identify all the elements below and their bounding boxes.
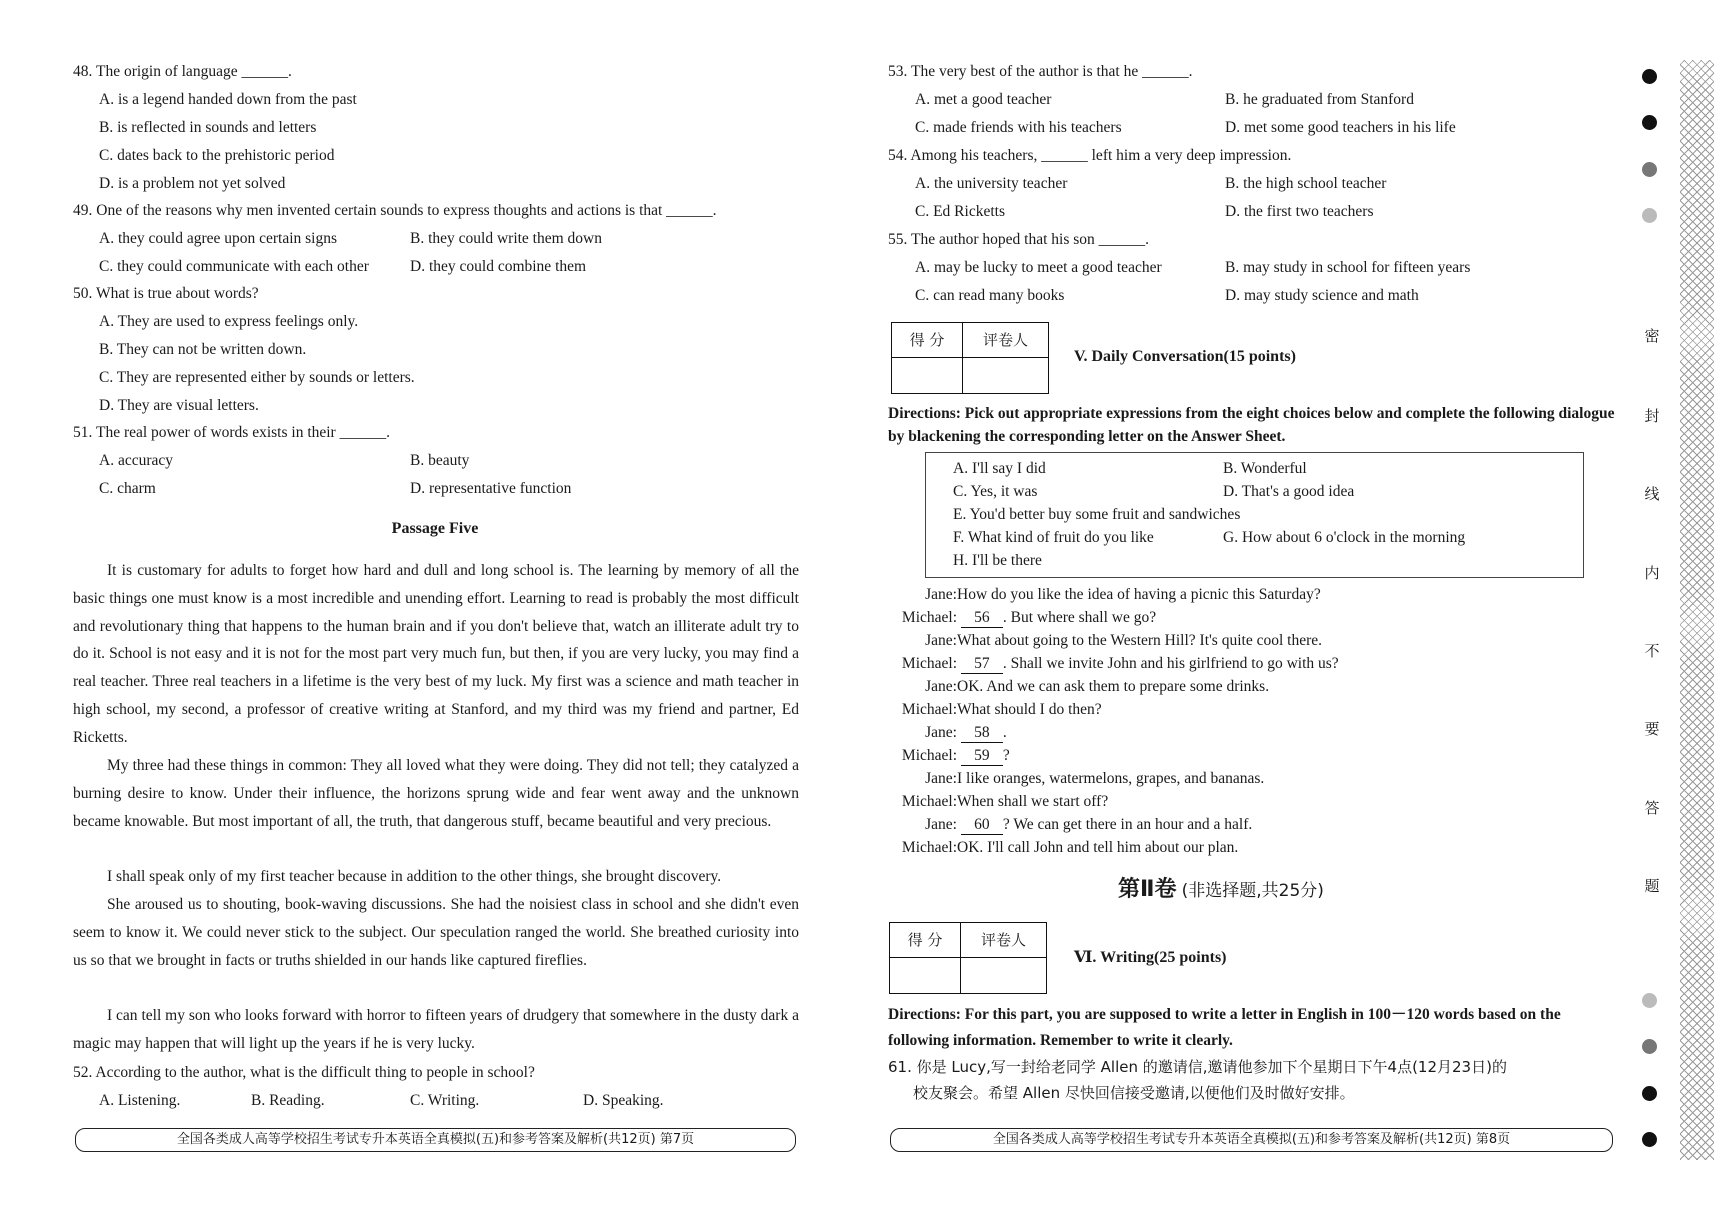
question-50-option-c: C. They are represented either by sounds or letters.	[99, 369, 415, 386]
dialogue-speaker: Michael:	[901, 793, 957, 810]
choice-d: D. That's a good idea	[1223, 483, 1355, 500]
question-52-option-a: A. Listening.	[99, 1092, 181, 1109]
dialogue-speaker: Jane:	[925, 586, 957, 603]
question-50-option-d: D. They are visual letters.	[99, 397, 259, 414]
question-48-option-c: C. dates back to the prehistoric period	[99, 147, 335, 164]
seal-char: 不	[1644, 642, 1660, 660]
dialogue-line	[0, 677, 1269, 696]
answer-blank-60[interactable]: 60	[961, 815, 1003, 835]
score-box-grader-label: 评卷人	[963, 323, 1048, 358]
question-48-stem: 48. The origin of language ______.	[73, 63, 292, 80]
question-50-stem: 50. What is true about words?	[73, 285, 259, 302]
question-53-option-b: B. he graduated from Stanford	[1225, 91, 1414, 108]
seal-char: 内	[1644, 564, 1660, 582]
dialogue-text: . But where shall we go?	[1002, 609, 1157, 626]
passage-paragraph-2: My three had these things in common: They all loved what they were doing. They did not tell; they catalyzed a burning desire to know. Under their influence, the horizons sprung wide and fear went away and the unknown became knowable. But most important of all, the truth, that dangerous stuff, became beautiful and very precious.	[73, 757, 799, 830]
question-53-stem: 53. The very best of the author is that he ______.	[888, 63, 1193, 80]
punch-hole-dot	[1642, 115, 1657, 130]
score-box-section-5	[891, 322, 1049, 394]
punch-hole-dot	[1642, 1132, 1657, 1147]
question-52-option-c: C. Writing.	[410, 1092, 480, 1109]
question-55-option-a: A. may be lucky to meet a good teacher	[915, 259, 1162, 276]
passage-paragraph-4: She aroused us to shouting, book-waving discussions. She had the noisiest class in school and she didn't even seem to know it. We could never stick to the subject. Our speculation ranged the world. She breathed curiosity into us so that we brought in facts or truths shielded in our hands like captured fireflies.	[73, 896, 799, 969]
directions-text: Pick out appropriate expressions from the eight choices below and complete the following dialogue by blackening the corresponding letter on the Answer Sheet.	[888, 405, 1615, 445]
seal-char: 要	[1644, 720, 1660, 738]
dialogue-line	[0, 608, 1156, 628]
page-footer-right: 全国各类成人高等学校招生考试专升本英语全真模拟(五)和参考答案及解析(共12页) 第8页	[890, 1128, 1613, 1152]
dialogue-line	[0, 769, 1264, 788]
question-54-stem: 54. Among his teachers, ______ left him a very deep impression.	[888, 147, 1292, 164]
section-5-directions	[888, 402, 1618, 448]
dialogue-line	[0, 654, 1339, 674]
choice-h: H. I'll be there	[953, 552, 1042, 569]
dialogue-text: OK. I'll call John and tell him about our plan.	[957, 839, 1239, 856]
question-49-option-d: D. they could combine them	[410, 258, 587, 275]
section-5-title: V. Daily Conversation(15 points)	[1074, 348, 1296, 365]
left-page	[0, 0, 850, 1209]
question-49-stem: 49. One of the reasons why men invented certain sounds to express thoughts and actions is that ______.	[73, 202, 717, 219]
dialogue-speaker: Jane:	[925, 770, 957, 787]
dialogue-speaker: Michael:	[901, 655, 957, 672]
question-50-option-b: B. They can not be written down.	[99, 341, 307, 358]
question-52-option-d: D. Speaking.	[583, 1092, 664, 1109]
score-box-grader-label: 评卷人	[961, 923, 1046, 958]
dialogue-text: OK. And we can ask them to prepare some drinks.	[957, 678, 1270, 695]
dialogue-line	[0, 792, 1108, 811]
punch-hole-dot	[1642, 162, 1657, 177]
dialogue-speaker: Jane:	[925, 632, 957, 649]
dialogue-speaker: Jane:	[925, 678, 957, 695]
score-box-score-label: 得 分	[890, 923, 961, 958]
question-55-option-d: D. may study science and math	[1225, 287, 1419, 304]
directions-text: For this part, you are supposed to write a letter in English in 100－120 words based on the following information. Remember to write it clearly.	[888, 1006, 1561, 1049]
dialogue-text: When shall we start off?	[957, 793, 1109, 810]
seal-char: 答	[1644, 799, 1660, 817]
question-61-line-2: 校友聚会。希望 Allen 尽快回信接受邀请,以便他们及时做好安排。	[913, 1084, 1355, 1102]
question-51-option-d: D. representative function	[410, 480, 572, 497]
choice-b: B. Wonderful	[1223, 460, 1307, 477]
section-6-title: Ⅵ. Writing(25 points)	[1074, 949, 1227, 966]
passage-title: Passage Five	[391, 520, 479, 537]
dialogue-speaker: Jane:	[925, 816, 957, 833]
binding-margin	[1630, 0, 1714, 1209]
dialogue-speaker: Michael:	[901, 609, 957, 626]
dialogue-line	[0, 838, 1238, 857]
seal-char: 题	[1644, 877, 1660, 895]
dialogue-text: What should I do then?	[957, 701, 1102, 718]
question-48-option-a: A. is a legend handed down from the past	[99, 91, 357, 108]
choice-f: F. What kind of fruit do you like	[953, 529, 1154, 546]
question-51-option-b: B. beauty	[410, 452, 470, 469]
dialogue-text: . Shall we invite John and his girlfriend to go with us?	[1002, 655, 1339, 672]
score-box-divider	[960, 958, 961, 993]
answer-blank-59[interactable]: 59	[961, 746, 1003, 766]
passage-paragraph-5: I can tell my son who looks forward with horror to fifteen years of drudgery that somewhere in the dusty dark a magic may happen that will light up the years if he is very lucky.	[73, 1007, 799, 1052]
dialogue-speaker: Michael:	[901, 701, 957, 718]
punch-hole-dot	[1642, 993, 1657, 1008]
directions-label: Directions:	[888, 405, 961, 422]
question-49-option-c: C. they could communicate with each other	[99, 258, 369, 275]
part-2-subtitle: (非选择题,共25分)	[1181, 881, 1324, 901]
dialogue-text: .	[1002, 724, 1007, 741]
question-53-option-a: A. met a good teacher	[915, 91, 1052, 108]
answer-blank-58[interactable]: 58	[961, 723, 1003, 743]
dialogue-text: ? We can get there in an hour and a half.	[1002, 816, 1253, 833]
dialogue-text: What about going to the Western Hill? It's quite cool there.	[957, 632, 1322, 649]
dialogue-line	[0, 631, 1322, 650]
dialogue-speaker: Michael:	[901, 747, 957, 764]
punch-hole-dot	[1642, 1086, 1657, 1101]
question-50-option-a: A. They are used to express feelings only.	[99, 313, 359, 330]
score-box-divider	[962, 358, 963, 393]
question-51-option-a: A. accuracy	[99, 452, 174, 469]
dialogue-text: I like oranges, watermelons, grapes, and bananas.	[957, 770, 1265, 787]
dialogue-line	[0, 723, 1007, 743]
dialogue-text: How do you like the idea of having a picnic this Saturday?	[957, 586, 1321, 603]
punch-hole-dot	[1642, 208, 1657, 223]
choice-g: G. How about 6 o'clock in the morning	[1223, 529, 1466, 546]
score-box-score-label: 得 分	[892, 323, 963, 358]
passage-paragraph-1: It is customary for adults to forget how hard and dull and long school is. The learning by memory of all the basic things one must know is a most incredible and unending effort. Learning to read is probably the most difficult and revolutionary thing that happens to the human brain and if you don't believe that, watch an illiterate adult try to do it. School is not easy and it is not for the most part very much fun, but then, if you are very lucky, you may find a real teacher. Three real teachers in a lifetime is the very best of my luck. My first was a science and math teacher in high school, my second, a professor of creative writing at Stanford, and my third was my friend and partner, Ed Ricketts.	[73, 562, 799, 746]
hatch-pattern	[1680, 60, 1714, 1160]
dialogue-line	[0, 700, 1102, 719]
dialogue-speaker: Michael:	[901, 839, 957, 856]
question-49-option-a: A. they could agree upon certain signs	[99, 230, 338, 247]
question-55-option-c: C. can read many books	[915, 287, 1065, 304]
question-48-option-b: B. is reflected in sounds and letters	[99, 119, 317, 136]
question-52-stem: 52. According to the author, what is the difficult thing to people in school?	[73, 1064, 535, 1081]
dialogue-speaker: Jane:	[925, 724, 957, 741]
directions-label: Directions:	[888, 1006, 961, 1023]
question-49-option-b: B. they could write them down	[410, 230, 602, 247]
choice-c: C. Yes, it was	[953, 483, 1038, 500]
choice-e: E. You'd better buy some fruit and sandwiches	[953, 506, 1241, 523]
seal-char: 密	[1644, 327, 1660, 345]
answer-blank-57[interactable]: 57	[961, 654, 1003, 674]
question-54-option-b: B. the high school teacher	[1225, 175, 1387, 192]
choice-a: A. I'll say I did	[953, 460, 1046, 477]
question-61-line-1: 61. 你是 Lucy,写一封给老同学 Allen 的邀请信,邀请他参加下个星期日下午4点(12月23日)的	[888, 1058, 1507, 1076]
question-51-stem: 51. The real power of words exists in their ______.	[73, 424, 390, 441]
dialogue-line	[0, 746, 1010, 766]
question-54-option-c: C. Ed Ricketts	[915, 203, 1005, 220]
choices-box	[925, 452, 1584, 578]
section-6-directions	[888, 1002, 1618, 1054]
question-48-option-d: D. is a problem not yet solved	[99, 175, 286, 192]
dialogue-text: ?	[1002, 747, 1010, 764]
seal-char: 封	[1644, 407, 1660, 425]
question-55-option-b: B. may study in school for fifteen years	[1225, 259, 1471, 276]
part-2-title: 第Ⅱ卷	[1118, 877, 1177, 902]
part-2-heading	[1118, 872, 1324, 903]
score-box-section-6	[889, 922, 1047, 994]
question-54-option-d: D. the first two teachers	[1225, 203, 1374, 220]
punch-hole-dot	[1642, 1039, 1657, 1054]
page-footer-left: 全国各类成人高等学校招生考试专升本英语全真模拟(五)和参考答案及解析(共12页) 第7页	[75, 1128, 796, 1152]
question-52-option-b: B. Reading.	[251, 1092, 325, 1109]
dialogue-line	[0, 585, 1321, 604]
answer-blank-56[interactable]: 56	[961, 608, 1003, 628]
question-54-option-a: A. the university teacher	[915, 175, 1068, 192]
question-53-option-d: D. met some good teachers in his life	[1225, 119, 1456, 136]
passage-paragraph-3: I shall speak only of my first teacher because in addition to the other things, she brought discovery.	[107, 868, 722, 885]
seal-char: 线	[1644, 485, 1660, 503]
punch-hole-dot	[1642, 69, 1657, 84]
dialogue-line	[0, 815, 1252, 835]
question-55-stem: 55. The author hoped that his son ______.	[888, 231, 1150, 248]
question-53-option-c: C. made friends with his teachers	[915, 119, 1122, 136]
question-51-option-c: C. charm	[99, 480, 156, 497]
